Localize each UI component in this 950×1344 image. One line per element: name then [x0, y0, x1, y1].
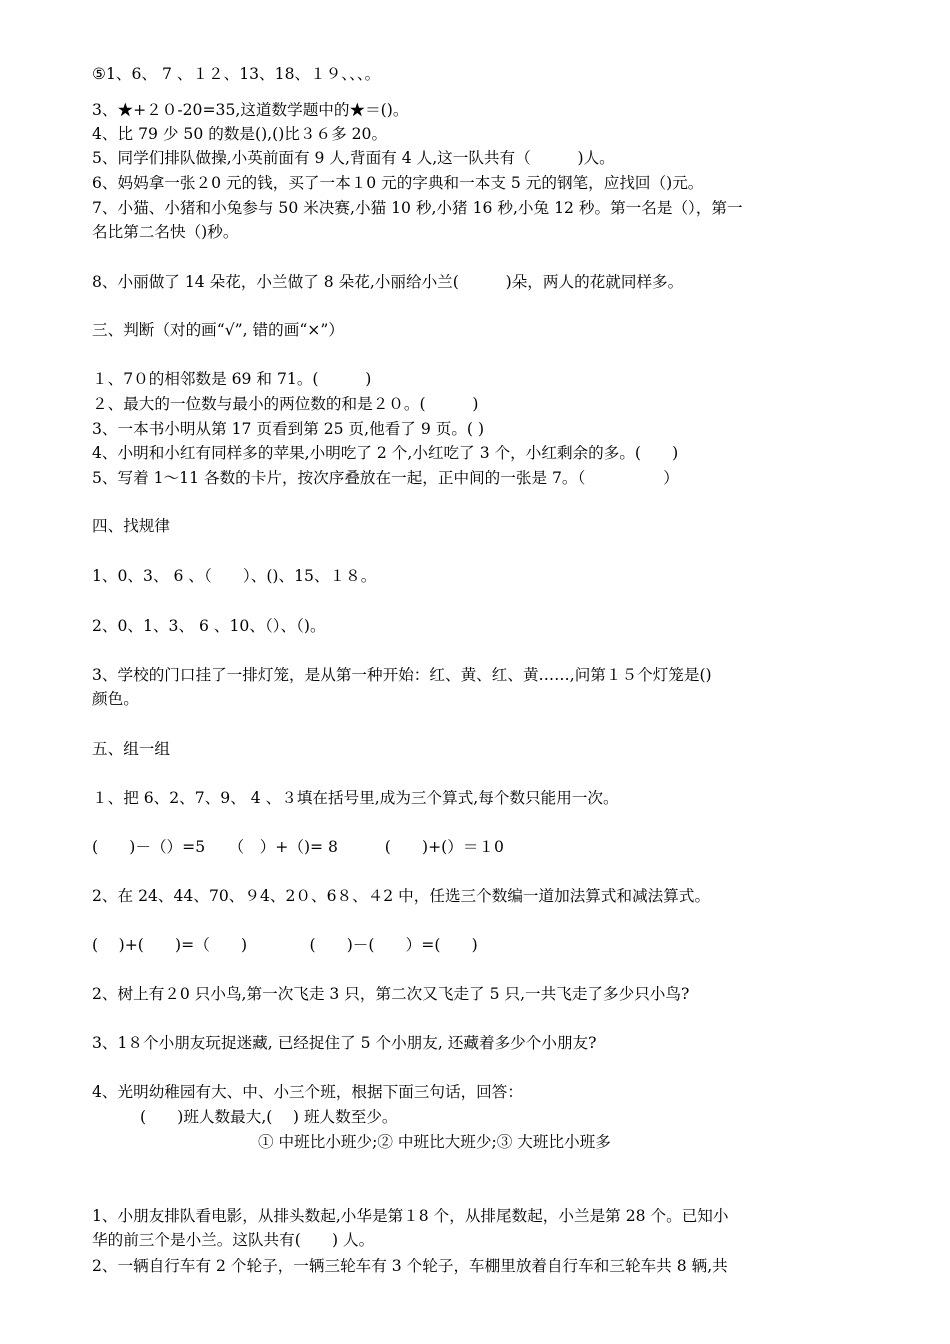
text-line: ( )+( )=（ ) ( )－( ）=( ) [92, 936, 478, 954]
text-line: 3、学校的门口挂了一排灯笼，是从第一种开始：红、黄、红、黄……,问第１５个灯笼是() [92, 666, 712, 684]
section-heading: 五、组一组 [92, 740, 170, 758]
text-line: 6、妈妈拿一张２0 元的钱，买了一本１0 元的字典和一本支 5 元的钢笔，应找回（)元。 [92, 174, 704, 192]
text-line: ⑤1、6、 7 、１２、13、18、１９、、、。 [92, 65, 381, 83]
section-heading: 三、判断（对的画“√”, 错的画“×”） [92, 321, 344, 339]
text-line: ( )班人数最大,( ) 班人数至少。 [140, 1108, 398, 1126]
text-line: 8、小丽做了 14 朵花，小兰做了 8 朵花,小丽给小兰( )朵，两人的花就同样多。 [92, 273, 684, 291]
text-line: 5、同学们排队做操,小英前面有 9 人,背面有 4 人,这一队共有（ )人。 [92, 149, 615, 167]
text-line: ① 中班比小班少;② 中班比大班少;③ 大班比小班多 [258, 1133, 611, 1151]
text-line: 2、树上有２0 只小鸟,第一次飞走 3 只，第二次又飞走了 5 只,一共飞走了多少只小鸟? [92, 985, 690, 1003]
text-line: 1、0、3、 6 、（ ）、()、15、１８。 [92, 567, 377, 585]
section-heading: 四、找规律 [92, 517, 170, 535]
text-line: 4、小明和小红有同样多的苹果,小明吃了 2 个,小红吃了 3 个，小红剩余的多。( ) [92, 444, 679, 462]
text-line: 4、光明幼稚园有大、中、小三个班，根据下面三句话，回答： [92, 1083, 523, 1101]
text-line: 7、小猫、小猪和小兔参与 50 米决赛,小猫 10 秒,小猪 16 秒,小兔 12 秒。第一名是（），第一 [92, 199, 743, 217]
text-line: 颜色。 [92, 690, 139, 708]
text-line: 3、★+２０-20=35,这道数学题中的★＝()。 [92, 101, 409, 119]
text-line: 华的前三个是小兰。这队共有( ) 人。 [92, 1231, 375, 1249]
text-line: 3、一本书小明从第 17 页看到第 25 页,他看了 9 页。( ) [92, 420, 485, 438]
text-line: 2、0、1、3、 6 、10、（）、（)。 [92, 617, 326, 635]
text-line: 1、小朋友排队看电影，从排头数起,小华是第１8 个，从排尾数起，小兰是第 28 个。已知小 [92, 1207, 729, 1225]
text-line: 名比第二名快（)秒。 [92, 223, 239, 241]
text-line: １、7０的相邻数是 69 和 71。( ) [92, 370, 372, 388]
text-line: ２、最大的一位数与最小的两位数的和是２０。( ) [92, 395, 479, 413]
text-line: 5、写着 1～11 各数的卡片，按次序叠放在一起，正中间的一张是 7。（ ） [92, 469, 679, 487]
text-line: １、把 6、2、7、9、 4 、３填在括号里,成为三个算式,每个数只能用一次。 [92, 789, 619, 807]
text-line: 2、一辆自行车有 2 个轮子，一辆三轮车有 3 个轮子，车棚里放着自行车和三轮车共 8 辆,共 [92, 1257, 728, 1275]
text-line: 2、在 24、44、70、９4、2０、6８、４2 中，任选三个数编一道加法算式和减法算式。 [92, 887, 711, 905]
text-line: 3、1８个小朋友玩捉迷藏, 已经捉住了 5 个小朋友, 还藏着多少个小朋友? [92, 1034, 597, 1052]
text-line: 4、比 79 少 50 的数是(),()比３６多 20。 [92, 125, 388, 143]
text-line: ( )－（）=5 （ ）+（)= 8 ( )+(）＝１0 [92, 838, 504, 856]
